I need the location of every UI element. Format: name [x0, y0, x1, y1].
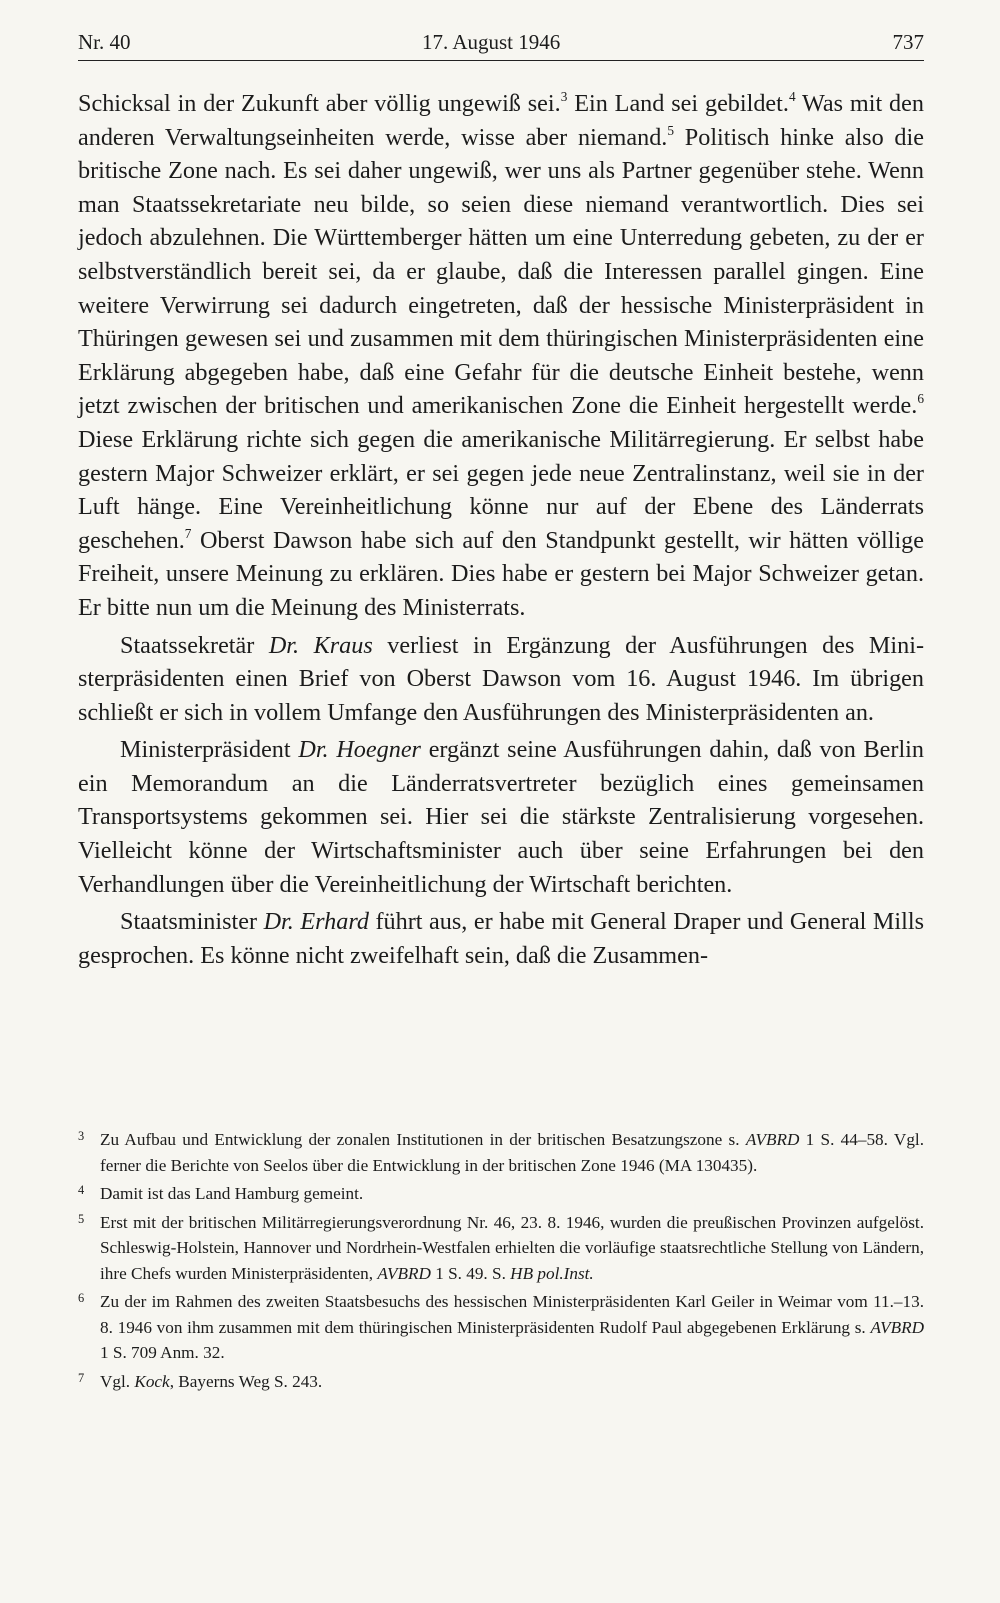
footnote-7: 7 Vgl. Kock, Bayerns Weg S. 243.: [78, 1369, 924, 1395]
main-text: [78, 87, 924, 972]
footnote-ref-6: 6: [917, 391, 924, 407]
reference-abbrev: AVBRD: [745, 1130, 800, 1149]
reference-abbrev: AVBRD: [377, 1263, 431, 1283]
paragraph-1: Schicksal in der Zukunft aber völlig ungewiß sei.$^3$ Ein Land sei gebildet.$^4$ Was mit den anderen Verwaltungseinheiten werde, wisse aber niemand.$^5$ Politisch hinke also die britische Zone nach. Es sei daher ungewiß, wer uns als Partner gegenüber stehe. Wenn man Staatssekretariate neu bilde, so seien diese niemand verantwortlich. Dies sei jedoch abzulehnen. Die Württemberger hätten um eine Unterredung gebeten, zu der er selbstverständlich bereit sei, da er glaube, daß die Interessen parallel gingen. Eine weitere Verwirrung sei dadurch eingetreten, daß der hessische Ministerpräsident in Thüringen gewesen sei und zusammen mit dem thüringischen Ministerpräsidenten eine Erklärung abgegeben habe, daß eine Gefahr für die deutsche Einheit bestehe, wenn jetzt zwischen der britischen und amerikanischen Zone die Einheit hergestellt werde.$^6$ Diese Erklärung richte sich gegen die amerikanische Militärregierung. Er selbst habe gestern Major Schweizer erklärt, er sei gegen jede neue Zentralinstanz, weil sie in der Luft hänge. Eine Vereinheitlichung könne nur auf der Ebene des Länderrats geschehen.$^7$ Oberst Dawson habe sich auf den Standpunkt gestellt, wir hätten völlige Freiheit, unsere Meinung zu erklären. Dies habe er gestern bei Major Schweizer getan. Er bitte nun um die Meinung des Ministerrats.: [78, 89, 924, 621]
footnote-number: 7: [78, 1370, 85, 1385]
footnote-ref-7: 7: [184, 525, 192, 541]
footnote-6: 6 Zu der im Rahmen des zweiten Staatsbesuchs des hessischen Ministerpräsidenten Karl Geiler in Weimar vom 11.–13. 8. 1946 von ihm zusammen mit dem thüringischen Ministerpräsidenten Rudolf Paul abgegebenen Erklärung s. AVBRD 1 S. 709 Anm. 32.: [78, 1289, 924, 1366]
footnote-4: 4 Damit ist das Land Hamburg gemeint.: [78, 1181, 924, 1207]
speaker-name: Dr. Hoegner: [298, 736, 421, 764]
author-name: Kock: [134, 1371, 170, 1391]
paragraph-4: Staatsminister Dr. Erhard führt aus, er habe mit General Draper und General Mills gesprochen. Es könne nicht zweifelhaft sein, daß die Zusammen-: [78, 908, 924, 969]
reference-abbrev: AVBRD: [870, 1317, 924, 1337]
document-number: Nr. 40: [78, 30, 131, 54]
footnote-ref-4: 4: [788, 89, 796, 105]
footnote-3: 3 Zu Aufbau und Entwicklung der zonalen Institutionen in der britischen Besatzungszone s. AVBRD 1 S. 44–58. Vgl. ferner die Berichte von Seelos über die Entwicklung in der britischen Zone 1946 (MA 130435).: [78, 1127, 924, 1178]
footnote-number: 3: [78, 1129, 85, 1143]
footnotes: [78, 1127, 924, 1397]
page-number: 737: [892, 30, 924, 54]
reference-abbrev: HB pol.Inst.: [510, 1263, 594, 1283]
speaker-name: Dr. Kraus: [268, 631, 373, 659]
footnote-ref-3: 3: [560, 89, 568, 105]
page-header: [78, 24, 924, 61]
footnote-number: 6: [78, 1291, 85, 1305]
footnote-ref-5: 5: [667, 122, 674, 138]
footnote-number: 5: [78, 1211, 85, 1226]
footnote-5: 5 Erst mit der britischen Militärregierungsverordnung Nr. 46, 23. 8. 1946, wurden die preußischen Provinzen aufgelöst. Schleswig-Holstein, Hannover und Nordrhein-Westfalen erhielten die vorläufige staatsrechtliche Stellung von Ländern, ihre Chefs wurden Ministerpräsidenten, AVBRD 1 S. 49. S. HB pol.Inst.: [78, 1210, 924, 1287]
document-date: 17. August 1946: [422, 30, 561, 54]
speaker-name: Dr. Erhard: [263, 908, 369, 936]
paragraph-2: Staatssekretär Dr. Kraus verliest in Ergänzung der Ausführungen des Ministerpräsidenten einen Brief von Oberst Dawson vom 16. August 1946. Im übrigen schließt er sich in vollem Umfange den Ausführungen des Ministerpräsidenten an.: [78, 631, 924, 726]
paragraph-3: Ministerpräsident Dr. Hoegner ergänzt seine Ausführungen dahin, daß von Berlin ein Memorandum an die Länderratsvertreter bezüglich eines gemeinsamen Transportsystems gekommen sei. Hier sei die stärkste Zentralisierung vorgesehen. Vielleicht könne der Wirtschaftsminister auch über seine Erfahrungen bei den Verhandlungen über die Vereinheitlichung der Wirtschaft berichten.: [78, 736, 924, 898]
footnote-number: 4: [78, 1183, 85, 1197]
